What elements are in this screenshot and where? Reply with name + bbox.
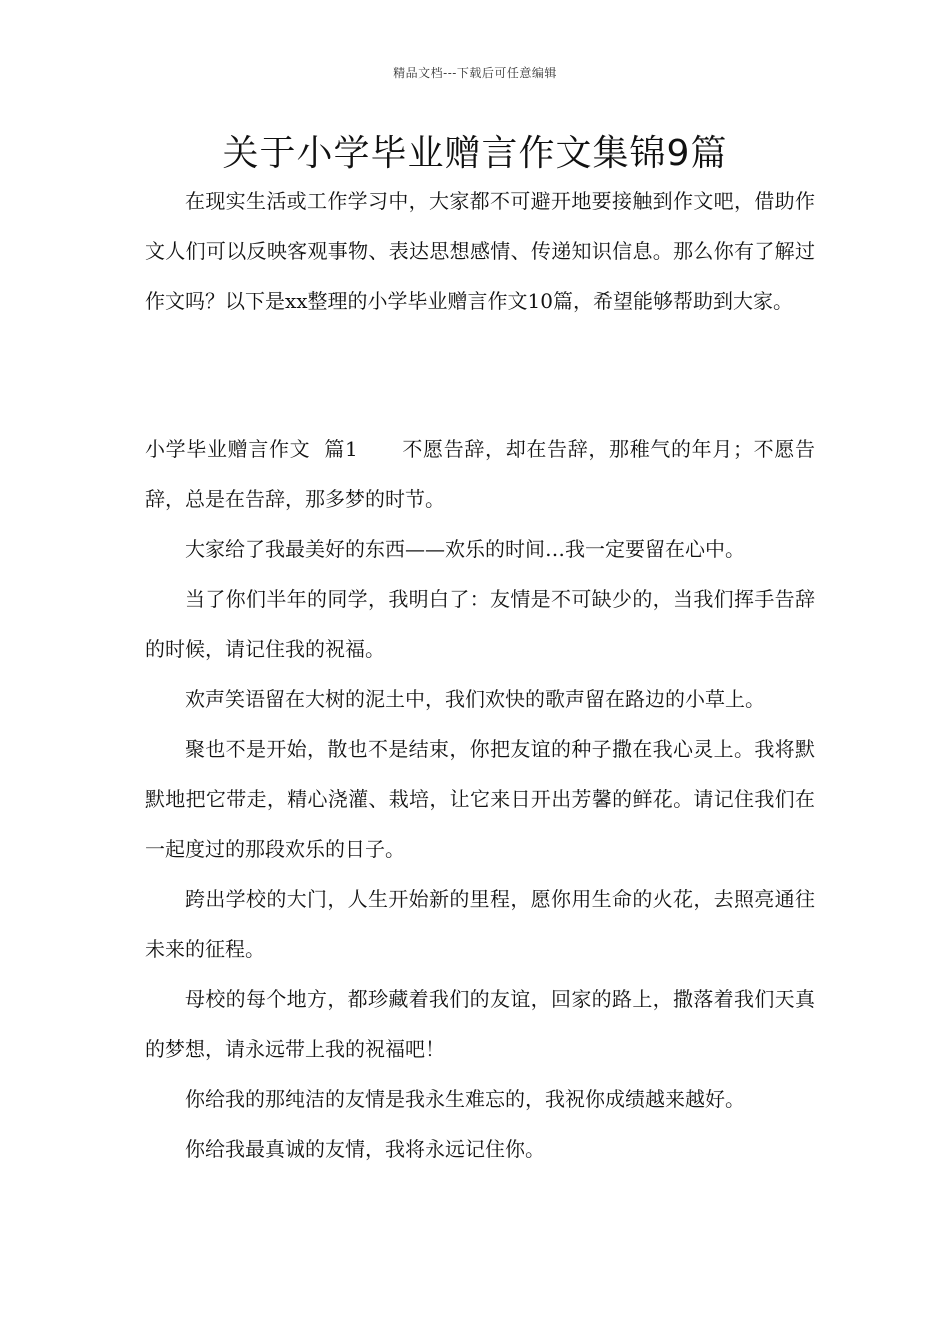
intro-section [145, 176, 815, 326]
section-first-paragraph [145, 424, 815, 524]
paragraph: 当了你们半年的同学，我明白了：友情是不可缺少的，当我们挥手告辞的时候，请记住我的祝福。 [145, 587, 815, 661]
essay-section [145, 424, 815, 1174]
section-first-text: 不愿告辞，却在告辞，那稚气的年月；不愿告辞，总是在告辞，那多梦的时节。 [145, 437, 815, 511]
paragraph: 大家给了我最美好的东西——欢乐的时间…我一定要留在心中。 [185, 537, 745, 561]
paragraph: 你给我最真诚的友情，我将永远记住你。 [185, 1137, 545, 1161]
paragraph: 欢声笑语留在大树的泥土中，我们欢快的歌声留在路边的小草上。 [185, 687, 765, 711]
paragraph: 母校的每个地方，都珍藏着我们的友谊，回家的路上，撒落着我们天真的梦想，请永远带上我的祝福吧！ [145, 987, 815, 1061]
paragraph: 你给我的那纯洁的友情是我永生难忘的，我祝你成绩越来越好。 [185, 1087, 745, 1111]
paragraph: 跨出学校的大门，人生开始新的里程，愿你用生命的火花，去照亮通往未来的征程。 [145, 887, 815, 961]
intro-paragraph: 在现实生活或工作学习中，大家都不可避开地要接触到作文吧，借助作文人们可以反映客观事物、表达思想感情、传递知识信息。那么你有了解过作文吗？以下是xx整理的小学毕业赠言作文10篇，希望能够帮助到大家。 [145, 189, 815, 313]
paragraph: 聚也不是开始，散也不是结束，你把友谊的种子撒在我心灵上。我将默默地把它带走，精心浇灌、栽培，让它来日开出芳馨的鲜花。请记住我们在一起度过的那段欢乐的日子。 [145, 737, 815, 861]
document-title: 关于小学毕业赠言作文集锦9篇 [222, 133, 728, 174]
header-note: 精品文档---下载后可任意编辑 [393, 66, 557, 80]
section-heading: 小学毕业赠言作文 篇1 [145, 437, 358, 461]
